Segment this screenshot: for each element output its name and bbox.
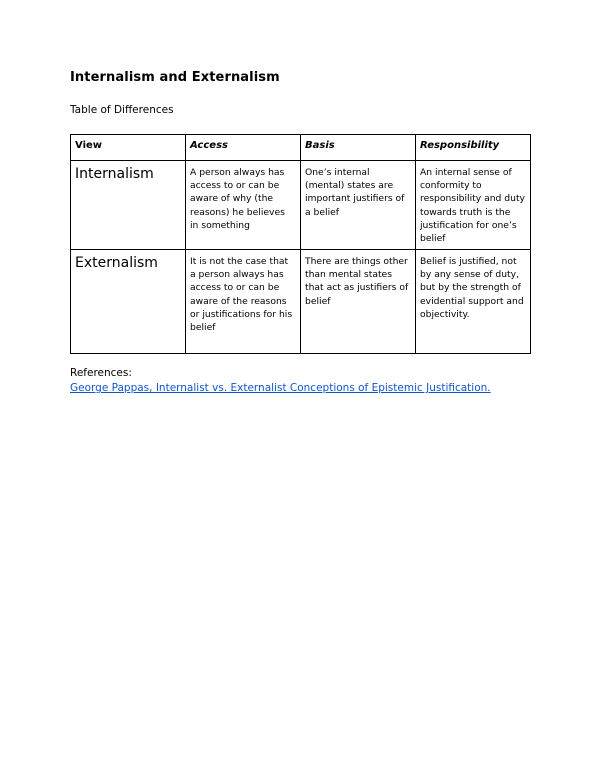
reference-link[interactable]: George Pappas, Internalist vs. Externalist Conceptions of Epistemic Justification. xyxy=(70,382,491,394)
cell-basis-externalism: There are things other than mental states that act as justifiers of belief xyxy=(301,250,416,354)
cell-access-externalism: It is not the case that a person always has access to or can be aware of the reasons or justifications for his belief xyxy=(186,250,301,354)
header-view: View xyxy=(71,135,186,161)
table-row-externalism xyxy=(71,250,531,354)
header-basis: Basis xyxy=(301,135,416,161)
header-access: Access xyxy=(186,135,301,161)
table-caption: Table of Differences xyxy=(70,104,174,116)
cell-access-internalism: A person always has access to or can be aware of why (the reasons) he believes in something xyxy=(186,161,301,250)
differences-table xyxy=(70,134,531,354)
cell-view-internalism: Internalism xyxy=(71,161,186,250)
page-title: Internalism and Externalism xyxy=(70,70,280,85)
cell-basis-internalism: One’s internal (mental) states are important justifiers of a belief xyxy=(301,161,416,250)
cell-responsibility-externalism: Belief is justified, not by any sense of duty, but by the strength of evidential support and objectivity. xyxy=(416,250,531,354)
cell-view-externalism: Externalism xyxy=(71,250,186,354)
references-label: References: xyxy=(70,367,132,379)
table-header-row xyxy=(71,135,531,161)
header-responsibility: Responsibility xyxy=(416,135,531,161)
table-row-internalism xyxy=(71,161,531,250)
cell-responsibility-internalism: An internal sense of conformity to responsibility and duty towards truth is the justification for one’s belief xyxy=(416,161,531,250)
